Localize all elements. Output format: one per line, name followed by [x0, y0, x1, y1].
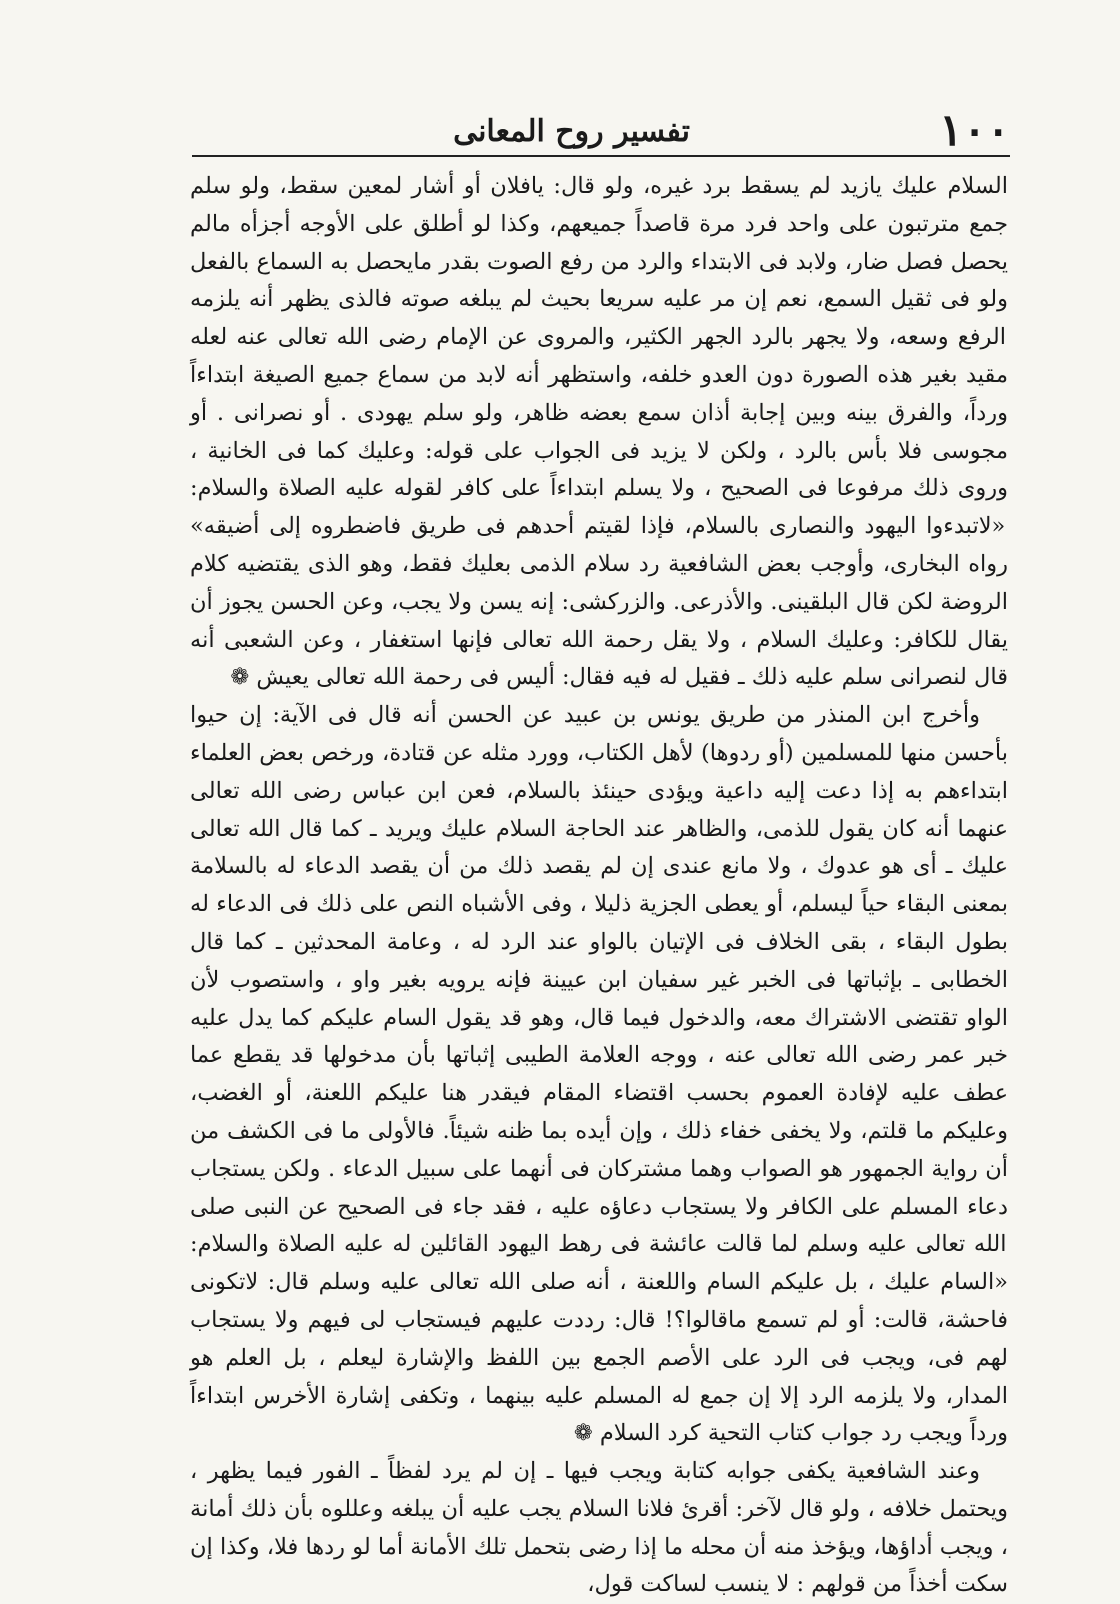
text-line: لآخر: أقرئ فلانا السلام يجب عليه أن يبلغه وعللوه بأن ذلك أمانة ، ويجب أداؤها، ويؤخذ منه أن محله [190, 1495, 1008, 1560]
text-line: السلام عليك يازيد لم يسقط برد غيره، ولو قال: يافلان أو أشار لمعين سقط، ولو سلم جمع مترتبون على واحد [190, 173, 1008, 237]
text-line: وأخرج ابن المنذر من طريق يونس بن عبيد عن الحسن أنه قال فى الآية: إن حيوا بأحسن منها للمسلمين [190, 702, 1008, 766]
text-line: أليس فى رحمة الله تعالى يعيش ❁ [230, 664, 555, 691]
text-line: بقى الخلاف فى الإتيان بالواو عند الرد له ، وعامة المحدثين ـ كما قال الخطابى ـ بإثباتها فى الخبر غير سفيان [190, 928, 1008, 993]
text-line: مقيد بغير هذه الصورة دون العدو خلفه، واستظهر أنه لابد من سماع جميع الصيغة ابتداءاً ورداً، والفرق بينه [190, 361, 1008, 426]
text-line: ما إذا رضى بتحمل تلك الأمانة أما لو ردها فلا، وكذا إن سكت أخذاً من قولهم : لا ينسب لساكت قول، [190, 1533, 1008, 1598]
text-line: السام عليكم كما يدل عليه خبر عمر رضى الله تعالى عنه ، ووجه العلامة الطيبى إثباتها بأن مدخولها قد يقطع [190, 1004, 1008, 1069]
header-rule [192, 155, 1010, 157]
text-line: فى الجواب على قوله: وعليك كما فى الخانية ، وروى ذلك مرفوعا فى الصحيح ، ولا يسلم ابتداءاً على كافر لقوله [190, 437, 1008, 502]
text-line: ماقالوا؟! قال: رددت عليهم فيستجاب لى فيهم ولا يستجاب لهم فى، ويجب فى الرد على الأصم الجمع بين اللفظ [190, 1306, 1008, 1371]
page-number: ١٠٠ [939, 105, 1010, 156]
text-line: فى أنهما على سبيل الدعاء . ولكن يستجاب دعاء المسلم على الكافر ولا يستجاب دعاؤه عليه ، فقد جاء فى [190, 1155, 1008, 1220]
text-line: ولا يقل رحمة الله تعالى فإنها استغفار ، وعن الشعبى أنه قال لنصرانى سلم عليه ذلك ـ فقيل له فيه فقال: [190, 626, 1008, 691]
text-line: بالسلامة بمعنى البقاء حياً ليسلم، أو يعطى الجزية ذليلا ، وفى الأشباه النص على ذلك فى الدعاء له بطول البقاء ، [190, 853, 1008, 955]
text-line: حينئذ بالسلام، فعن ابن عباس رضى الله تعالى عنهما أنه كان يقول للذمى، والظاهر عند الحاجة السلام عليك [190, 777, 1008, 842]
text-line: عليه الصلاة والسلام: «لاتبدءوا اليهود والنصارى بالسلام، فإذا لقيتم أحدهم فى طريق فاضطروه إلى أضيقه» [190, 475, 1006, 540]
text-line: رواه البخارى، وأوجب بعض الشافعية رد سلام الذمى بعليك فقط، وهو الذى يقتضيه كلام الروضة لكن [190, 550, 1008, 615]
paragraph-2 [190, 697, 1008, 1453]
running-title: تفسير روح المعانى [453, 114, 690, 149]
paragraph-3 [190, 1453, 1008, 1604]
paragraph-1 [190, 168, 1008, 697]
text-line: فالذى يظهر أنه يلزمه الرفع وسعه، ولا يجهر بالرد الجهر الكثير، والمروى عن الإمام رضى الله تعالى عنه لعله [190, 286, 1006, 351]
text-line: فرد مرة قاصداً جميعهم، وكذا لو أطلق على الأوجه أجزأه مالم يحصل فصل ضار، ولابد فى الابتداء والرد من [190, 210, 1008, 275]
text-line: ابتداءاً ورداً ويجب رد جواب كتاب التحية كرد السلام ❁ [190, 1382, 1008, 1447]
text-line: الصحيح عن النبى صلى الله تعالى عليه وسلم لما قالت عائشة فى رهط اليهود القائلين له عليه الصلاة والسلام: [190, 1193, 1007, 1258]
text-line: «السام عليك ، بل عليكم السام واللعنة ، أنه صلى الله تعالى عليه وسلم قال: لاتكونى فاحشة، قالت: أو لم تسمع [190, 1269, 1008, 1333]
text-line: خفاء ذلك ، وإن أيده بما ظنه شيئاً. فالأولى ما فى الكشف من أن رواية الجمهور هو الصواب وهما مشتركان [190, 1117, 1009, 1182]
text-line: وعند الشافعية يكفى جوابه كتابة ويجب فيها ـ إن لم يرد لفظاً ـ الفور فيما يظهر ، ويحتمل خلافه ، ولو قال [190, 1458, 1008, 1522]
page-body [190, 168, 1008, 1604]
text-line: ابن عيينة فإنه يرويه بغير واو ، واستصوب لأن الواو تقتضى الاشتراك معه، والدخول فيما قال، وهو قد يقول [190, 966, 1009, 1031]
page-header [192, 105, 1010, 156]
text-line: (أو ردوها) لأهل الكتاب، وورد مثله عن قتادة، ورخص بعض العلماء ابتداءهم به إذا دعت إليه داعية ويؤدى [190, 739, 1008, 804]
text-line: رفع الصوت بقدر مايحصل به السماع بالفعل ولو فى ثقيل السمع، نعم إن مر عليه سريعا بحيث لم يبلغه صوته [190, 248, 1008, 313]
text-line: وبين إجابة أذان سمع بعضه ظاهر، ولو سلم يهودى . أو نصرانى . أو مجوسى فلا بأس بالرد ، ولكن لا يزيد [190, 399, 1009, 464]
text-line: والإشارة ليعلم ، بل العلم هو المدار، ولا يلزمه الرد إلا إن جمع له المسلم عليه بينهما ، وتكفى إشارة الأخرس [190, 1344, 1008, 1409]
text-line: قال البلقينى. والأذرعى. والزركشى: إنه يسن ولا يجب، وعن الحسن يجوز أن يقال للكافر: وعليك السلام ، [190, 588, 1008, 653]
text-line: ويريد ـ كما قال الله تعالى عليك ـ أى هو عدوك ، ولا مانع عندى إن لم يقصد ذلك من أن يقصد الدعاء له [190, 815, 1008, 880]
text-line: عما عطف عليه لإفادة العموم بحسب اقتضاء المقام فيقدر هنا عليكم اللعنة، أو الغضب، وعليكم ما قلتم، ولا يخفى [190, 1042, 1009, 1144]
